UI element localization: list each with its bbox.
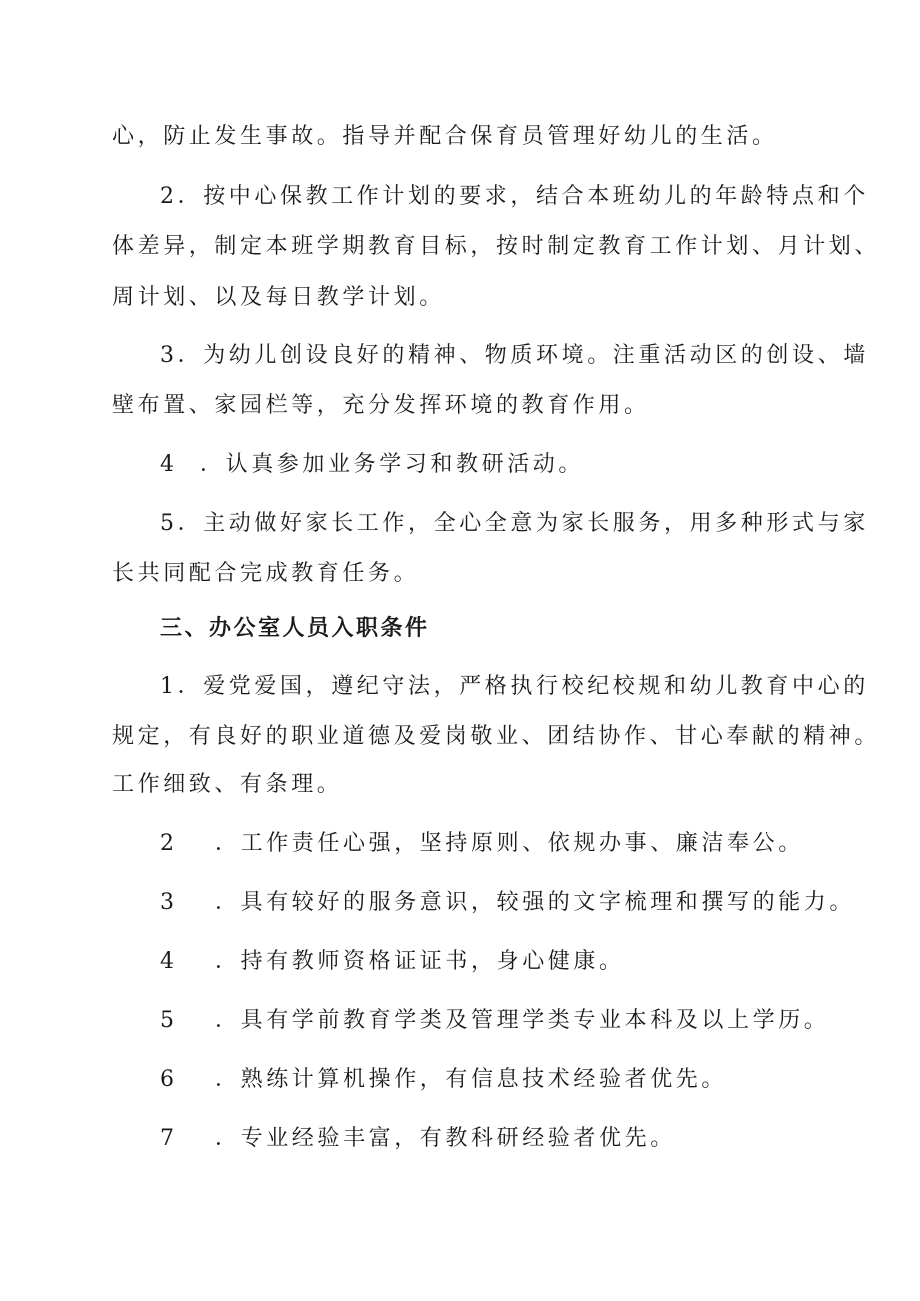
list-item (160, 450, 584, 480)
list-item (160, 829, 804, 859)
paragraph-line: 壁布置、家园栏等，充分发挥环境的教育作用。 (112, 393, 650, 418)
paragraph-line: 3．为幼儿创设良好的精神、物质环境。注重活动区的创设、墙 (160, 343, 869, 368)
section-heading: 三、办公室人员入职条件 (160, 616, 430, 641)
list-number: 4 (160, 949, 178, 974)
paragraph-line: 工作细致、有条理。 (112, 772, 343, 797)
list-text: ．具有学前教育学类及管理学类专业本科及以上学历。 (215, 1008, 830, 1033)
paragraph-line: 心，防止发生事故。指导并配合保育员管理好幼儿的生活。 (112, 124, 778, 149)
paragraph-line: 长共同配合完成教育任务。 (112, 561, 420, 586)
list-text: ．持有教师资格证证书，身心健康。 (215, 949, 625, 974)
paragraph-line: 5．主动做好家长工作，全心全意为家长服务，用多种形式与家 (160, 511, 869, 536)
list-text: ．工作责任心强，坚持原则、依规办事、廉洁奉公。 (215, 831, 804, 856)
list-text: ．具有较好的服务意识，较强的文字梳理和撰写的能力。 (215, 890, 856, 915)
paragraph-line: 2．按中心保教工作计划的要求，结合本班幼儿的年龄特点和个 (160, 184, 869, 209)
paragraph-line: 周计划、以及每日教学计划。 (112, 285, 445, 310)
list-number: 3 (160, 890, 178, 915)
paragraph-line: 规定，有良好的职业道德及爱岗敬业、团结协作、甘心奉献的精神。 (112, 724, 881, 749)
list-number: 5 (160, 1008, 178, 1033)
list-item (160, 1006, 829, 1036)
list-item (160, 947, 625, 977)
list-number: 2 (160, 831, 178, 856)
list-text: ．认真参加业务学习和教研活动。 (200, 452, 585, 477)
list-item (160, 1065, 727, 1095)
list-item (160, 1124, 676, 1154)
list-number: 4 (160, 452, 178, 477)
paragraph-line: 1．爱党爱国，遵纪守法，严格执行校纪校规和幼儿教育中心的 (160, 674, 869, 699)
list-text: ．熟练计算机操作，有信息技术经验者优先。 (215, 1067, 728, 1092)
paragraph-line: 体差异，制定本班学期教育目标，按时制定教育工作计划、月计划、 (112, 234, 881, 259)
list-text: ．专业经验丰富，有教科研经验者优先。 (215, 1126, 676, 1151)
list-number: 7 (160, 1126, 178, 1151)
list-item (160, 888, 855, 918)
list-number: 6 (160, 1067, 178, 1092)
